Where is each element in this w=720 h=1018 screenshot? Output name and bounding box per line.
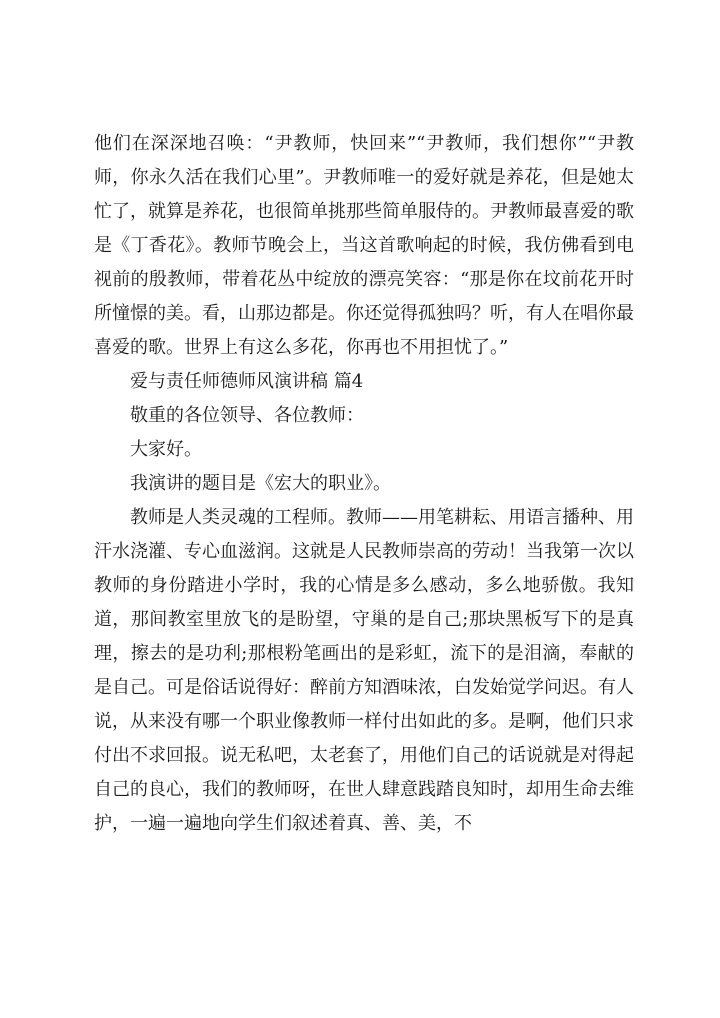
section-heading: 爱与责任师德师风演讲稿 篇4 — [130, 371, 364, 392]
greeting: 大家好。 — [130, 439, 202, 460]
speech-title-line: 我演讲的题目是《宏大的职业》。 — [130, 473, 391, 494]
paragraph-1: 他们在深深地召唤：“尹教师，快回来”“尹教师，我们想你”“尹教师，你永久活在我们心里”。尹教师唯一的爱好就是养花，但是她太忙了，就算是养花，也很简单挑那些简单服侍的。尹教师最喜爱的歌是《丁香花》。教师节晚会上，当这首歌响起的时候，我仿佛看到电视前的殷教师，带着花丛中绽放的漂亮笑容：“那是你在坟前花开时所憧憬的美。看，山那边都是。你还觉得孤独吗？听，有人在唱你最喜爱的歌。世界上有这么多花，你再也不用担忧了。” — [94, 133, 634, 358]
paragraph-6: 教师是人类灵魂的工程师。教师——用笔耕耘、用语言播种、用汗水浇灌、专心血滋润。这就是人民教师崇高的劳动！当我第一次以教师的身份踏进小学时，我的心情是多么感动，多么地骄傲。我知道，那间教室里放飞的是盼望，守巢的是自己;那块黑板写下的是真理，擦去的是功利;那根粉笔画出的是彩虹，流下的是泪滴，奉献的是自己。可是俗话说得好：醉前方知酒味浓，白发始觉学问迟。有人说，从来没有哪一个职业像教师一样付出如此的多。是啊，他们只求付出不求回报。说无私吧，太老套了，用他们自己的话说就是对得起自己的良心，我们的教师呀，在世人肆意践踏良知时，却用生命去维护，一遍一遍地向学生们叙述着真、善、美，不 — [94, 507, 634, 834]
salutation: 敬重的各位领导、各位教师： — [130, 405, 364, 426]
document-body — [94, 127, 634, 841]
